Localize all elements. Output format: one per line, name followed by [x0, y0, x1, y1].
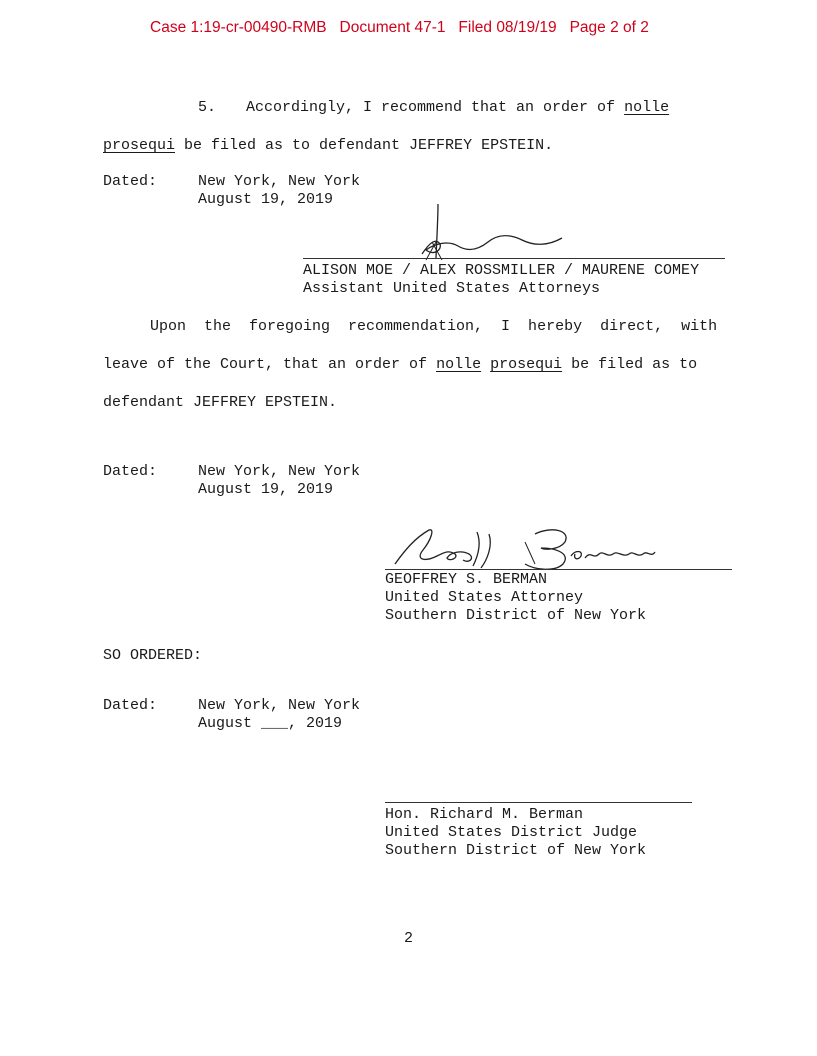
signature-line-us-attorney	[385, 569, 732, 570]
signature-line-judge	[385, 802, 692, 803]
dated-place: New York, New York	[198, 173, 361, 190]
dated-date: August 19, 2019	[198, 191, 334, 208]
direction-text: leave of the Court, that an order of	[103, 356, 437, 373]
signatory-name: GEOFFREY S. BERMAN	[385, 571, 548, 588]
direction-line-2	[103, 356, 697, 374]
direction-text-post: be filed as to	[562, 356, 698, 373]
direction-line-3: defendant JEFFREY EPSTEIN.	[103, 394, 338, 411]
dated-place: New York, New York	[198, 463, 361, 480]
legal-term-prosequi: prosequi	[103, 137, 176, 154]
so-ordered-label: SO ORDERED:	[103, 647, 203, 664]
signatory-names: ALISON MOE / ALEX ROSSMILLER / MAURENE COMEY	[303, 262, 700, 279]
signatory-district: Southern District of New York	[385, 607, 647, 624]
direction-line-1: Upon the foregoing recommendation, I hereby direct, with	[150, 318, 718, 335]
judge-title: United States District Judge	[385, 824, 638, 841]
signature-ausa	[412, 198, 572, 266]
paragraph-number: 5.	[198, 99, 217, 116]
signature-line-ausa	[303, 258, 725, 259]
legal-term-nolle: nolle	[436, 356, 482, 373]
dated-label: Dated:	[103, 173, 158, 190]
recommendation-text-rest: be filed as to defendant JEFFREY EPSTEIN.	[175, 137, 554, 154]
dated-date: August ___, 2019	[198, 715, 343, 732]
judge-name: Hon. Richard M. Berman	[385, 806, 584, 823]
dated-date: August 19, 2019	[198, 481, 334, 498]
case-header-stamp: Case 1:19-cr-00490-RMB Document 47-1 Filed 08/19/19 Page 2 of 2	[150, 19, 649, 36]
recommendation-text: Accordingly, I recommend that an order of	[246, 99, 616, 116]
signatory-title: United States Attorney	[385, 589, 584, 606]
dated-label: Dated:	[103, 463, 158, 480]
legal-term-nolle: nolle	[624, 99, 670, 116]
dated-label: Dated:	[103, 697, 158, 714]
recommendation-line-1	[246, 99, 669, 117]
judge-district: Southern District of New York	[385, 842, 647, 859]
signatory-title: Assistant United States Attorneys	[303, 280, 601, 297]
page-number: 2	[404, 930, 414, 947]
recommendation-line-2	[103, 137, 553, 155]
dated-place: New York, New York	[198, 697, 361, 714]
legal-term-prosequi: prosequi	[490, 356, 563, 373]
